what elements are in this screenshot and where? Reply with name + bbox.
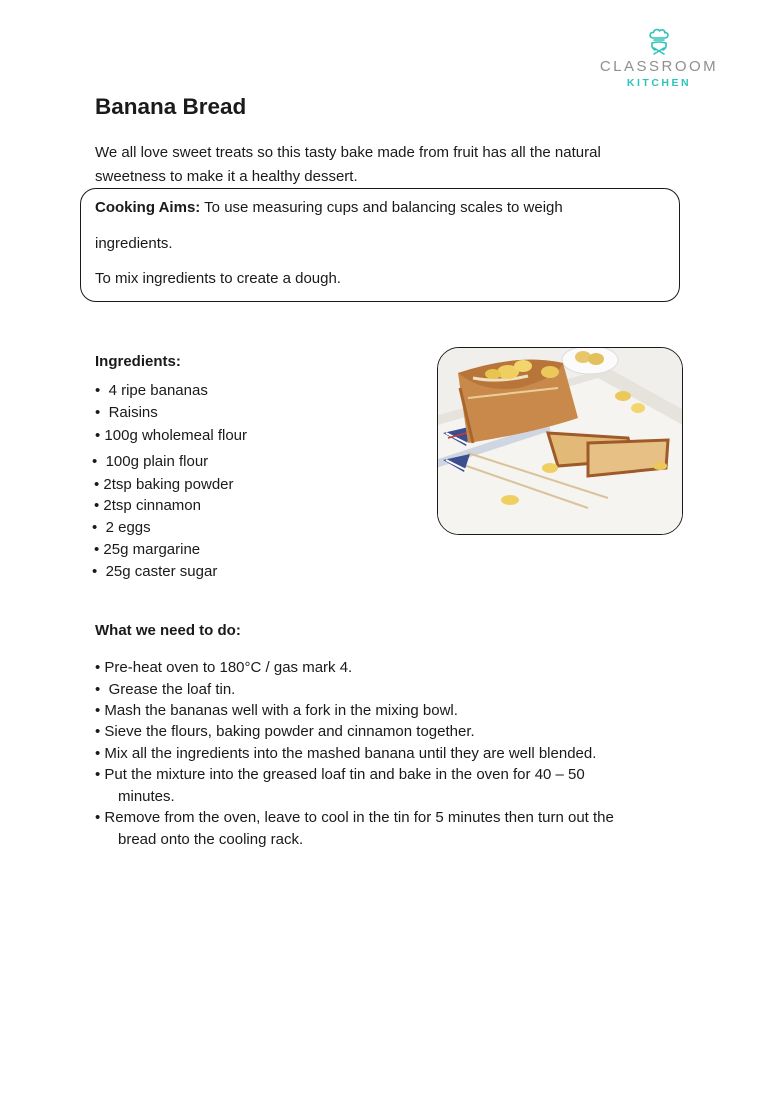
logo-word-kitchen: KITCHEN xyxy=(626,77,692,89)
method-heading: What we need to do: xyxy=(95,622,241,639)
aims-line-3: To mix ingredients to create a dough. xyxy=(95,270,341,287)
ingredient-item: • 4 ripe bananas xyxy=(95,382,208,399)
method-step: • Put the mixture into the greased loaf tin and bake in the oven for 40 – 50 xyxy=(95,766,585,783)
intro-text: We all love sweet treats so this tasty bake made from fruit has all the natural sweetness to make it a healthy dessert. xyxy=(95,144,601,185)
brand-logo xyxy=(598,28,720,89)
method-step: • Mix all the ingredients into the mashed banana until they are well blended. xyxy=(95,745,597,762)
method-step-continuation: bread onto the cooling rack. xyxy=(118,831,304,848)
banana-bread-photo xyxy=(437,347,683,535)
method-step: • Grease the loaf tin. xyxy=(95,681,236,698)
method-step: • Remove from the oven, leave to cool in the tin for 5 minutes then turn out the xyxy=(95,809,614,826)
aims-line-1 xyxy=(95,199,563,216)
ingredients-heading: Ingredients: xyxy=(95,353,181,370)
method-step: • Mash the bananas well with a fork in the mixing bowl. xyxy=(95,702,458,719)
method-step-continuation: minutes. xyxy=(118,788,175,805)
chef-icon xyxy=(646,28,672,56)
aims-label: Cooking Aims: xyxy=(95,199,201,216)
ingredient-item: • 100g wholemeal flour xyxy=(95,427,248,444)
logo-word-classroom: CLASSROOM xyxy=(599,58,719,75)
ingredient-item: • 2tsp cinnamon xyxy=(94,497,201,514)
aims-line-2: ingredients. xyxy=(95,235,173,252)
ingredient-item: • 25g margarine xyxy=(94,541,201,558)
aims-text-1: To use measuring cups and balancing scales to weigh xyxy=(200,199,563,216)
ingredient-item: • Raisins xyxy=(95,404,158,421)
page-title: Banana Bread xyxy=(95,94,247,119)
ingredient-item: • 2 eggs xyxy=(92,519,151,536)
ingredient-item: • 25g caster sugar xyxy=(92,563,218,580)
method-step: • Pre-heat oven to 180°C / gas mark 4. xyxy=(95,659,353,676)
method-step: • Sieve the flours, baking powder and cinnamon together. xyxy=(95,723,475,740)
ingredient-item: • 100g plain flour xyxy=(92,453,209,470)
ingredient-item: • 2tsp baking powder xyxy=(94,476,234,493)
